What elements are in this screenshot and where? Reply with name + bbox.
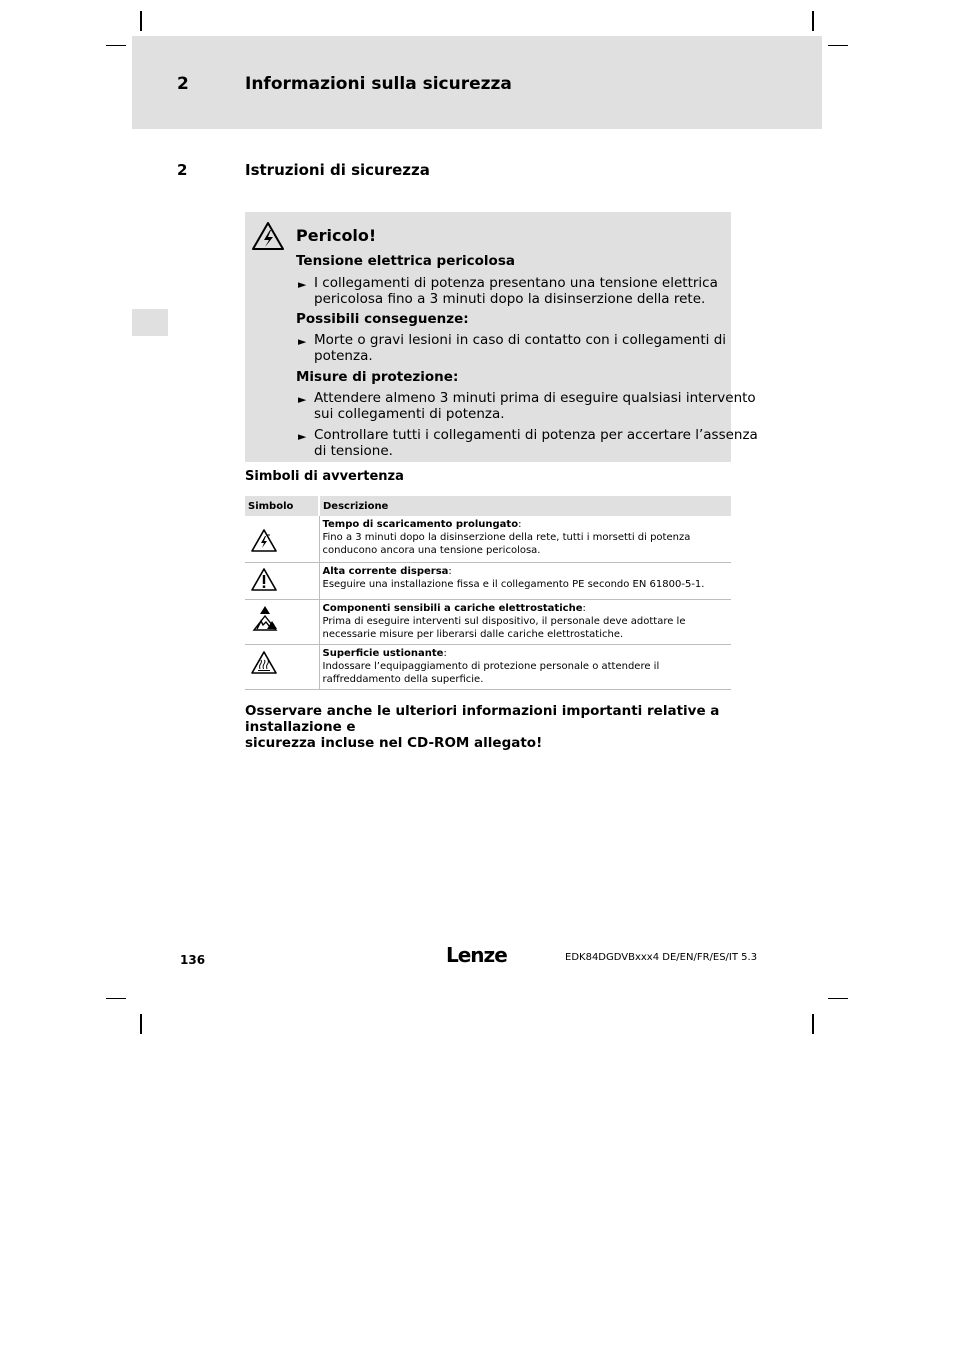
- danger-text: I collegamenti di potenza presentano una tensione elettrica: [314, 275, 718, 291]
- danger-subtitle: Tensione elettrica pericolosa: [296, 253, 515, 269]
- description-cell: [319, 516, 731, 562]
- chapter-number: 2: [177, 74, 189, 94]
- symbol-description: Eseguire una installazione fissa e il collegamento PE secondo EN 61800-5-1.: [322, 578, 705, 590]
- column-header-symbol: Simbolo: [245, 496, 319, 516]
- bullet-icon: ►: [298, 393, 307, 406]
- crop-mark: [812, 1014, 814, 1034]
- symbol-cell: [245, 562, 319, 599]
- table-row: [245, 562, 731, 599]
- symbol-cell: [245, 599, 319, 644]
- important-note: [245, 703, 745, 751]
- section-number: 2: [177, 161, 188, 179]
- note-line: Osservare anche le ulteriori informazioni importanti relative a installazione e: [245, 703, 720, 735]
- colon: :: [582, 602, 586, 614]
- crop-mark: [828, 45, 848, 46]
- crop-mark: [140, 1014, 142, 1034]
- esd-warning-icon: [250, 604, 280, 632]
- electric-discharge-warning-icon: [250, 528, 278, 554]
- description-cell: [319, 562, 731, 599]
- crop-mark: [106, 45, 126, 46]
- measures-label: Misure di protezione:: [296, 369, 459, 385]
- consequences-label: Possibili conseguenze:: [296, 311, 469, 327]
- symbol-title: Superficie ustionante: [322, 647, 444, 659]
- symbols-table: [245, 496, 731, 690]
- symbol-description: Indossare l’equipaggiamento di protezione personale o attendere il raffreddamento della superficie.: [322, 660, 660, 685]
- table-row: [245, 516, 731, 562]
- symbols-heading: Simboli di avvertenza: [245, 469, 404, 484]
- bullet-icon: ►: [298, 430, 307, 443]
- symbol-title: Componenti sensibili a cariche elettrostatiche: [322, 602, 583, 614]
- symbol-cell: [245, 516, 319, 562]
- lenze-logo: Lenze: [446, 943, 507, 967]
- danger-text: di tensione.: [314, 443, 393, 459]
- description-cell: [319, 644, 731, 689]
- table-header-row: [245, 496, 731, 516]
- symbol-cell: [245, 644, 319, 689]
- symbol-description: Prima di eseguire interventi sul dispositivo, il personale deve adottare le necessarie misure per liberarsi dalle cariche elettrostatiche.: [322, 615, 686, 640]
- colon: :: [443, 647, 447, 659]
- colon: :: [448, 565, 452, 577]
- table-row: [245, 644, 731, 689]
- danger-text: Morte o gravi lesioni in caso di contatto con i collegamenti di: [314, 332, 727, 348]
- hot-surface-warning-icon: [250, 650, 278, 676]
- danger-text: pericolosa fino a 3 minuti dopo la disinserzione della rete.: [314, 291, 706, 307]
- danger-text: Controllare tutti i collegamenti di potenza per accertare l’assenza: [314, 427, 758, 443]
- chapter-title: Informazioni sulla sicurezza: [245, 74, 512, 94]
- electric-warning-icon: [251, 221, 285, 251]
- crop-mark: [828, 998, 848, 999]
- danger-text: Attendere almeno 3 minuti prima di eseguire qualsiasi intervento: [314, 390, 756, 406]
- bullet-icon: ►: [298, 278, 307, 291]
- danger-text: sui collegamenti di potenza.: [314, 406, 505, 422]
- crop-mark: [140, 11, 142, 31]
- symbol-description: Fino a 3 minuti dopo la disinserzione della rete, tutti i morsetti di potenza conducono ancora una tensione pericolosa.: [322, 532, 691, 556]
- page-number: 136: [180, 953, 206, 967]
- symbol-title: Alta corrente dispersa: [322, 565, 449, 577]
- document-id: EDK84DGDVBxxx4 DE/EN/FR/ES/IT 5.3: [565, 952, 758, 963]
- description-cell: [319, 599, 731, 644]
- crop-mark: [106, 998, 126, 999]
- general-warning-icon: [250, 567, 278, 593]
- danger-text: potenza.: [314, 348, 373, 364]
- colon: :: [518, 519, 522, 530]
- table-row: [245, 599, 731, 644]
- note-line: sicurezza incluse nel CD-ROM allegato!: [245, 735, 543, 751]
- bullet-icon: ►: [298, 335, 307, 348]
- side-tab-marker: [132, 309, 168, 336]
- symbol-title: Tempo di scaricamento prolungato: [322, 519, 519, 530]
- column-header-description: Descrizione: [319, 496, 731, 516]
- danger-title: Pericolo!: [296, 226, 377, 245]
- danger-box: [245, 212, 758, 462]
- crop-mark: [812, 11, 814, 31]
- section-title: Istruzioni di sicurezza: [245, 161, 430, 179]
